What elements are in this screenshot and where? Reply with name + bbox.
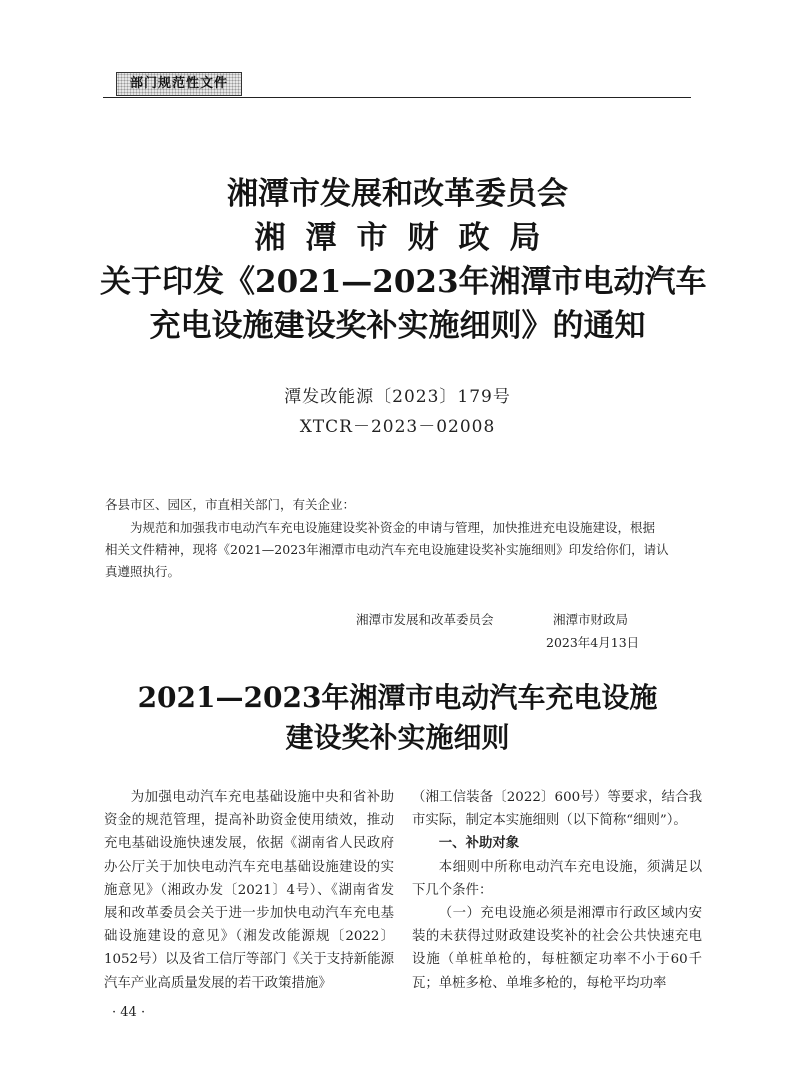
notice-body-line-1: 为规范和加强我市电动汽车充电设施建设奖补资金的申请与管理，加快推进充电设施建设，根据 [130,520,656,535]
notice-body-line-3: 真遵照执行。 [105,564,181,579]
left-column [104,786,394,995]
signer-development-reform-commission: 湘潭市发展和改革委员会 [356,612,494,627]
right-paragraph-2: 本细则中所称电动汽车充电设施，须满足以下几个条件： [412,859,702,898]
rules-title-line-2: 建设奖补实施细则 [285,721,510,754]
section-heading-subsidy-objects: 一、补助对象 [438,836,520,852]
document-code: XTCR－2023－02008 [299,417,496,437]
title-line-4: 充电设施建设奖补实施细则》的通知 [149,308,646,344]
page-number: · 44 · [112,1005,146,1020]
rules-title-line-1: 2021—2023年湘潭市电动汽车充电设施 [137,681,658,714]
notice-body-line-2: 相关文件精神，现将《2021—2023年湘潭市电动汽车充电设施建设奖补实施细则》印发给你们，请认 [105,542,669,557]
title-line-2: 湘潭市财政局 [254,220,561,256]
title-line-3: 关于印发《2021—2023年湘潭市电动汽车 [100,264,707,300]
rules-title [100,678,695,758]
notice-date: 2023年4月13日 [546,635,640,650]
document-category-tag: 部门规范性文件 [116,72,242,96]
document-number: 潭发改能源〔2023〕179号 [284,387,511,407]
right-paragraph-continued: （湘工信装备〔2022〕600号）等要求，结合我市实际，制定本实施细则（以下简称“细则”）。 [412,790,702,829]
header-divider [103,97,691,98]
signer-finance-bureau: 湘潭市财政局 [553,612,629,627]
notice-addressee: 各县市区、园区，市直相关部门，有关企业： [105,497,356,512]
left-paragraph-1: 为加强电动汽车充电基础设施中央和省补助资金的规范管理，提高补助资金使用绩效，推动充电基础设施快速发展，依据《湖南省人民政府办公厅关于加快电动汽车充电基础设施建设的实施意见》（湘政办发〔2021〕4号）、《湖南省发展和改革委员会关于进一步加快电动汽车充电基础设施建设的意见》（湘发改能源规〔2022〕1052号）以及省工信厅等部门《关于支持新能源汽车产业高质量发展的若干政策措施》 [104,790,394,991]
notice-title [100,172,707,348]
title-line-1: 湘潭市发展和改革委员会 [227,176,568,212]
right-column [412,786,702,995]
right-paragraph-3: （一）充电设施必须是湘潭市行政区域内安装的未获得过财政建设奖补的社会公共快速充电设施（单桩单枪的，每桩额定功率不小于60千瓦；单桩多枪、单堆多枪的，每枪平均功率 [412,906,702,991]
